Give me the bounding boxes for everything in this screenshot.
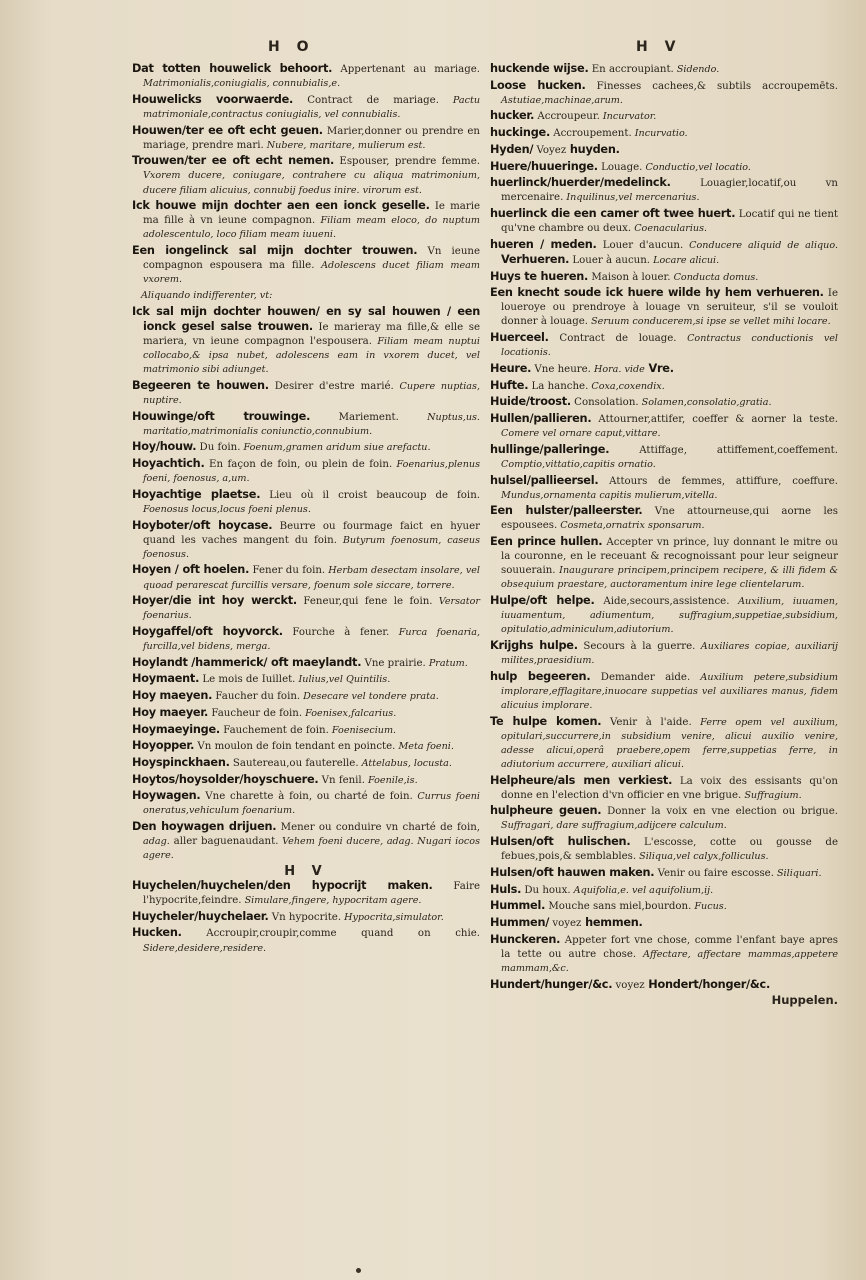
dictionary-entry (490, 639, 838, 668)
latin-text: Incurvator. (599, 111, 657, 123)
french-text: Espouser, prendre femme. (334, 156, 480, 168)
headword: Verhueren. (501, 252, 570, 266)
headword: Hoyer/die int hoy werckt. (132, 594, 297, 608)
dictionary-entry (490, 62, 838, 77)
latin-text: Furca foenaria, furcilla,vel bidens, merga. (143, 626, 480, 653)
headword: Loose hucken. (490, 78, 586, 92)
latin-text: Nuptus,us. maritatio,matrimonialis coniunctio,connubium. (143, 411, 480, 437)
french-text: Vn fenil. (318, 774, 365, 786)
french-text: Le mois de Iuillet. (199, 674, 296, 686)
latin-text: Conductio,vel locatio. (642, 161, 751, 173)
latin-text: Sidere,desidere,residere. (143, 942, 267, 954)
catchword: Huppelen. (771, 993, 838, 1008)
dictionary-entry (490, 362, 838, 377)
dictionary-entry (132, 689, 480, 704)
latin-text: Adolescens ducet filiam meam vxorem. (143, 260, 480, 286)
latin-text: Foenum,gramen aridum siue arefactu. (240, 442, 431, 454)
left-column (132, 62, 480, 957)
latin-text: Siliquari. (773, 867, 822, 879)
dictionary-entry (132, 723, 480, 738)
french-text: Contract de mariage. (293, 94, 439, 106)
latin-text: Aliquando indifferenter, vt: (141, 289, 273, 301)
french-text: Du houx. (521, 884, 571, 896)
dictionary-entry (132, 879, 480, 908)
french-text: Venir à l'aide. (601, 716, 692, 728)
latin-text: Butyrum foenosum, caseus foenosus. (143, 534, 480, 560)
latin-text: Pactu matrimoniale,contractus coniugialis, vel connubialis. (143, 94, 480, 120)
french-text: voyez (612, 979, 645, 991)
headword: Huerceel. (490, 331, 549, 345)
french-text: Secours à la guerre. (577, 640, 696, 652)
dictionary-entry (132, 93, 480, 122)
latin-text: Versator foenarius. (143, 596, 480, 622)
dictionary-entry (132, 410, 480, 439)
latin-text: Auxilium, iuuamen, iuuamentum, adiumentum, suffragium,suppetiae,subsidium, opitulatio,adminiculum,adiutorium. (501, 596, 839, 636)
dictionary-entry (132, 926, 480, 955)
dictionary-entry (132, 199, 480, 242)
headword: huerlinck/huerder/medelinck. (490, 176, 671, 190)
latin-text: Filiam meam nuptui collocabo,& ipsa nubet, adolescens eam in vxorem ducet, vel matrimonio sibi adiunget. (143, 335, 480, 376)
headword: Huls. (490, 882, 522, 896)
headword: Hullen/pallieren. (490, 411, 592, 425)
french-text: Beurre ou fourmage faict en hyuer quand les vaches mangent du foin. (143, 520, 480, 546)
headword: hullinge/palleringe. (490, 442, 610, 456)
dictionary-entry (490, 933, 838, 976)
headword: Hoymaent. (132, 672, 200, 686)
headword: Hoylandt /hammerick/ oft maeylandt. (132, 655, 362, 669)
latin-text: Vxorem ducere, coniugare, contrahere cu aliqua matrimonium, ducere filiam alicuius, connubij foedus inire. virorum est. (143, 170, 480, 196)
french-text: Fourche à fener. (282, 626, 390, 638)
french-text: Fener du foin. (249, 565, 326, 577)
dictionary-entry (132, 289, 480, 303)
latin-text: Conducta domus. (670, 271, 759, 283)
headword: Hundert/hunger/&c. (490, 977, 613, 991)
headword: Huide/troost. (490, 395, 571, 409)
french-text: Accroupement. (550, 128, 632, 140)
headword: Houwen/ter ee oft echt geuen. (132, 123, 323, 137)
latin-text: Herbam desectam insolare, vel quoad perarescat furcillis versare, foenum sole siccare, torrere. (143, 565, 480, 591)
dictionary-entry (132, 672, 480, 687)
dictionary-entry (132, 563, 480, 592)
headword: Krijghs hulpe. (490, 638, 578, 652)
french-text: La hanche. (528, 380, 589, 392)
latin-text: Suffragari, dare suffragium,adijcere calculum. (501, 820, 727, 832)
headword: Hunckeren. (490, 932, 561, 946)
latin-text: Vehem foeni ducere, adag. Nugari iocos agere. (143, 836, 480, 862)
dictionary-entry (132, 773, 480, 788)
headword: Hummel. (490, 899, 546, 913)
french-text: Appeter fort vne chose, comme l'enfant baye apres la tette ou autre chose. (501, 934, 838, 960)
headword: Hoyen / oft hoelen. (132, 563, 250, 577)
latin-text: Nubere, maritare, mulierum est. (263, 139, 426, 151)
headword: Hoywagen. (132, 789, 201, 803)
headword: Helpheure/als men verkiest. (490, 773, 673, 787)
headword: Hulsen/oft hauwen maken. (490, 865, 655, 879)
french-text: Consolation. (570, 397, 639, 409)
dictionary-entry (490, 835, 838, 864)
french-text: Attiffage, attiffement,coeffement. (609, 444, 838, 456)
french-text: Fauchement de foin. (219, 724, 329, 736)
dictionary-entry (490, 443, 838, 472)
right-column (490, 62, 838, 1007)
headword: huckende wijse. (490, 62, 589, 75)
latin-text: Contractus conductionis vel locationis. (501, 333, 838, 359)
headword: Hyden/ (490, 142, 534, 156)
latin-text: Pratum. (425, 657, 468, 669)
dictionary-entry (132, 739, 480, 754)
page-mark-dot (356, 1268, 361, 1273)
latin-text: Hypocrita,simulator. (341, 911, 444, 923)
headword: Hulpe/oft helpe. (490, 594, 595, 608)
french-text: Vne heure. (531, 363, 591, 375)
french-text: Ie loueroye ou prendroye à louage vn seruiteur, s'il se vouloit donner à louage. (501, 288, 838, 328)
latin-text: Locare alicui. (650, 254, 720, 266)
dictionary-entry (490, 883, 838, 898)
dictionary-entry (132, 154, 480, 197)
dictionary-entry (132, 625, 480, 654)
dictionary-entry (490, 715, 838, 772)
headword: Den hoywagen drijuen. (132, 820, 277, 834)
french-text: Louage. (597, 161, 643, 173)
french-text: Donner la voix en vne election ou brigue. (601, 806, 838, 818)
french-text: Marier,donner ou prendre en mariage, prendre mari. (143, 125, 480, 151)
dictionary-entry (490, 79, 838, 108)
latin-text: Cupere nuptias, nuptire. (143, 380, 480, 406)
latin-text: Comere vel ornare caput,vittare. (501, 428, 661, 440)
latin-text: Filiam meam eloco, do nuptum adolescentulo, loco filiam meam iuueni. (143, 215, 480, 241)
french-text: Aide,secours,assistence. (594, 596, 730, 608)
headword: Hoymaeyinge. (132, 722, 220, 736)
latin-text: Mundus,ornamenta capitis mulierum,vitella. (501, 489, 718, 501)
dictionary-entry (490, 916, 838, 931)
latin-text: Fucus. (691, 901, 727, 913)
headword: Huychelen/huychelen/den hypocrijt maken. (132, 879, 433, 892)
latin-text: Sidendo. (673, 64, 720, 75)
dictionary-entry (132, 379, 480, 408)
headword: Heure. (490, 361, 532, 375)
dictionary-entry (490, 126, 838, 141)
latin-text: Foenosus locus,locus foeni plenus. (143, 503, 311, 515)
latin-text: Simulare,fingere, hypocritam agere. (241, 895, 422, 907)
dictionary-entry (490, 207, 838, 236)
dictionary-entry (490, 978, 838, 993)
french-text: Finesses cachees,& subtils accroupemēts. (585, 80, 838, 92)
french-text: En accroupiant. (588, 64, 674, 75)
french-text: Ie marieray ma fille,& elle se mariera, vn ieune compagnon l'espousera. (143, 321, 480, 347)
dictionary-entry (132, 457, 480, 486)
latin-text: Incurvatio. (631, 128, 688, 140)
dictionary-entry (490, 774, 838, 803)
dictionary-entry (490, 238, 838, 268)
headword: Hoytos/hoysolder/hoyschuere. (132, 772, 319, 786)
headword: Houwelicks voorwaerde. (132, 92, 294, 106)
dictionary-entry (132, 62, 480, 91)
headword: hueren / meden. (490, 237, 597, 251)
french-text: Vn ieune compagnon espousera ma fille. (143, 246, 480, 272)
french-text: Lieu où il croist beaucoup de foin. (260, 489, 480, 501)
running-head-left: H O (268, 39, 315, 55)
latin-text: Auxiliares copiae, auxiliarij milites,praesidium. (501, 640, 839, 667)
headword: Huere/huueringe. (490, 159, 598, 173)
dictionary-entry (490, 535, 838, 592)
french-text: En façon de foin, ou plein de foin. (204, 458, 393, 470)
headword: hemmen. (581, 915, 643, 929)
dictionary-entry (132, 706, 480, 721)
headword: Een iongelinck sal mijn dochter trouwen. (132, 244, 418, 258)
running-head-right: H V (636, 39, 682, 55)
french-text: aller baguenaudant. (169, 836, 279, 848)
headword: huckinge. (490, 126, 550, 140)
latin-text: Seruum conducerem,si ipse se vellet mihi locare. (588, 316, 831, 328)
dictionary-entry (490, 899, 838, 914)
headword: Hoyachtich. (132, 456, 205, 470)
headword: Hulsen/oft hulischen. (490, 835, 631, 849)
french-text: Vn hypocrite. (268, 911, 342, 923)
headword: Trouwen/ter ee oft echt nemen. (132, 154, 335, 168)
french-text: Du foin. (196, 442, 241, 454)
dictionary-entry (490, 804, 838, 833)
latin-text: Comptio,vittatio,capitis ornatio. (501, 458, 656, 470)
french-text: Faire l'hypocrite,feindre. (143, 881, 480, 907)
headword: Ick sal mijn dochter houwen/ en sy sal houwen / een ionck gesel salse trouwen. (132, 304, 480, 333)
dictionary-entry (132, 440, 480, 455)
headword: Hoy maeyen. (132, 689, 213, 703)
latin-text: Iulius,vel Quintilis. (295, 674, 391, 686)
french-text: Feneur,qui fene le foin. (296, 596, 433, 608)
dictionary-entry (490, 176, 838, 205)
dictionary-entry (132, 910, 480, 925)
latin-text: Hora. vide (590, 363, 645, 375)
dictionary-entry (490, 504, 838, 533)
french-text: La voix des essisants qu'on donne en l'election d'vn officier en vne brigue. (501, 775, 838, 801)
headword: huerlinck die een camer oft twee huert. (490, 207, 736, 220)
headword: Hucken. (132, 926, 182, 940)
headword: Hoyboter/oft hoycase. (132, 518, 273, 532)
dictionary-entry (132, 789, 480, 818)
headword: Een knecht soude ick huere wilde hy hem verhueren. (490, 286, 824, 300)
dictionary-entry (490, 866, 838, 881)
french-text: Vne charette à foin, ou charté de foin. (200, 791, 413, 803)
headword: Vre. (644, 361, 674, 375)
french-text: Ie marie ma fille à vn ieune compagnon. (143, 201, 481, 227)
latin-text: Conducere aliquid de aliquo. (683, 239, 838, 251)
headword: Hufte. (490, 378, 529, 392)
dictionary-entry (490, 286, 838, 329)
latin-text: Suffragium. (741, 789, 802, 801)
headword: Houwinge/oft trouwinge. (132, 409, 311, 423)
headword: Hoyspinckhaen. (132, 755, 230, 769)
dictionary-entry (132, 756, 480, 771)
dictionary-entry (132, 244, 480, 287)
french-text: Voyez (533, 144, 567, 156)
headword: hulsel/pallieersel. (490, 473, 599, 487)
french-text: Faucher du foin. (212, 691, 301, 703)
latin-text: Coenacularius. (631, 223, 708, 235)
french-text: Venir ou faire escosse. (654, 867, 774, 879)
latin-text: Inaugurare principem,principem recipere, & illi fidem & obsequium praestare, auctoramentum inire lege clientelarum. (501, 565, 838, 591)
headword: Een hulster/palleerster. (490, 504, 643, 518)
latin-text: Meta foeni. (395, 741, 454, 753)
french-text: Accroupeur. (534, 111, 600, 123)
dictionary-entry (490, 143, 838, 158)
french-text: Accroupir,croupir,comme quand on chie. (181, 928, 480, 940)
french-text: L'escosse, cotte ou gousse de febues,pois,& semblables. (501, 837, 838, 863)
dictionary-entry (490, 109, 838, 124)
french-text: Accepter vn prince, luy donnant le mitre ou la couronne, en le receuant & recognoissant pour leur seigneur souuerain. (501, 537, 838, 577)
dictionary-entry (490, 160, 838, 175)
latin-text: Aquifolia,e. vel aquifolium,ij. (570, 884, 714, 896)
dictionary-entry (132, 305, 480, 377)
french-text: Maison à louer. (588, 271, 671, 283)
latin-text: Coxa,coxendix. (588, 380, 665, 392)
section-heading: H V (284, 863, 328, 879)
latin-text: Foenarius,plenus foeni, foenosus, a,um. (143, 458, 481, 485)
headword: Hoygaffel/oft hoyvorck. (132, 624, 283, 638)
latin-text: Foenisecium. (328, 724, 397, 736)
headword: Hummen/ (490, 915, 550, 929)
dictionary-entry (132, 820, 480, 863)
headword: Hondert/honger/&c. (644, 977, 771, 991)
latin-text: Astutiae,machinae,arum. (501, 94, 623, 106)
dictionary-entry (132, 488, 480, 517)
french-text: Appertenant au mariage. (332, 64, 480, 75)
latin-text: Solamen,consolatio,gratia. (638, 397, 772, 409)
dictionary-entry (490, 379, 838, 394)
french-text: Louagier,locatif,ou vn mercenaire. (501, 178, 838, 204)
headword: Huycheler/huychelaer. (132, 909, 269, 923)
headword: huyden. (566, 142, 620, 156)
dictionary-entry (490, 395, 838, 410)
french-text: Desirer d'estre marié. (268, 380, 394, 392)
latin-text: Ferre opem vel auxilium, opitulari,succurrere,in subsidium venire, alicui auxilio venire, adesse alicui,operâ praebere,opem ferre,suppetias ferre, in adiutorium accurrere, auxiliari alicui. (501, 716, 838, 770)
french-text: Demander aide. (590, 671, 691, 683)
dictionary-entry (490, 270, 838, 285)
latin-text: adag. (143, 836, 170, 848)
latin-text: Matrimonialis,coniugialis, connubialis,e. (143, 78, 341, 90)
latin-text: Auxilium petere,subsidium implorare,efflagitare,inuocare suppetias vel auxiliares manus, fidem alicuius implorare. (501, 671, 839, 711)
latin-text: Cosmeta,ornatrix sponsarum. (557, 520, 705, 532)
headword: Ick houwe mijn dochter aen een ionck geselle. (132, 199, 430, 213)
french-text: voyez (549, 917, 582, 929)
headword: Dat totten houwelick behoort. (132, 62, 333, 75)
french-text: Faucheur de foin. (208, 707, 303, 719)
french-text: Vne attourneuse,qui aorne les espousees. (501, 506, 838, 532)
french-text: Vn moulon de foin tendant en poincte. (194, 741, 396, 753)
dictionary-entry (490, 670, 838, 713)
headword: Huys te hueren. (490, 269, 589, 283)
french-text: Vne prairie. (361, 657, 426, 669)
latin-text: Siliqua,vel calyx,folliculus. (636, 851, 769, 863)
latin-text: Desecare vel tondere prata. (300, 691, 439, 703)
headword: Een prince hullen. (490, 535, 603, 549)
headword: Hoyachtige plaetse. (132, 487, 261, 501)
dictionary-entry (490, 331, 838, 360)
headword: Te hulpe komen. (490, 714, 602, 728)
latin-text: Affectare, affectare mammas,appetere mammam,&c. (501, 948, 839, 974)
left-entry-list-2 (132, 879, 480, 956)
latin-text: Attelabus, locusta. (358, 757, 452, 769)
left-entry-list (132, 62, 480, 863)
latin-text: Inquilinus,vel mercenarius. (563, 192, 700, 204)
headword: Hoy/houw. (132, 440, 197, 454)
headword: Hoyopper. (132, 739, 195, 753)
latin-text: Foenile,is. (364, 774, 418, 786)
headword: hulpheure geuen. (490, 804, 602, 818)
french-text: Sautereau,ou fauterelle. (229, 757, 359, 769)
dictionary-entry (490, 594, 838, 637)
headword: hucker. (490, 109, 535, 123)
french-text: Mener ou conduire vn charté de foin, (276, 822, 480, 834)
french-text: Mariement. (310, 411, 399, 423)
dictionary-entry (490, 412, 838, 441)
french-text: Contract de louage. (548, 333, 677, 345)
french-text: Locatif qui ne tient qu'vne chambre ou deux. (501, 209, 838, 235)
french-text: Louer à aucun. (569, 254, 651, 266)
headword: Hoy maeyer. (132, 705, 209, 719)
latin-text: Foenisex,falcarius. (302, 707, 397, 719)
dictionary-entry (132, 519, 480, 562)
headword: Begeeren te houwen. (132, 378, 269, 392)
headword: hulp begeeren. (490, 669, 591, 683)
right-entry-list (490, 62, 838, 993)
dictionary-entry (132, 594, 480, 623)
latin-text: Currus foeni oneratus,vehiculum foenarium. (143, 791, 480, 817)
french-text: Mouche sans miel,bourdon. (545, 901, 692, 913)
dictionary-entry (132, 656, 480, 671)
dictionary-entry (490, 474, 838, 503)
french-text: Attourner,attifer, coeffer & aorner la teste. (591, 413, 838, 425)
dictionary-entry (132, 124, 480, 153)
french-text: Attours de femmes, attiffure, coeffure. (598, 475, 838, 487)
french-text: Louer d'aucun. (596, 239, 684, 251)
